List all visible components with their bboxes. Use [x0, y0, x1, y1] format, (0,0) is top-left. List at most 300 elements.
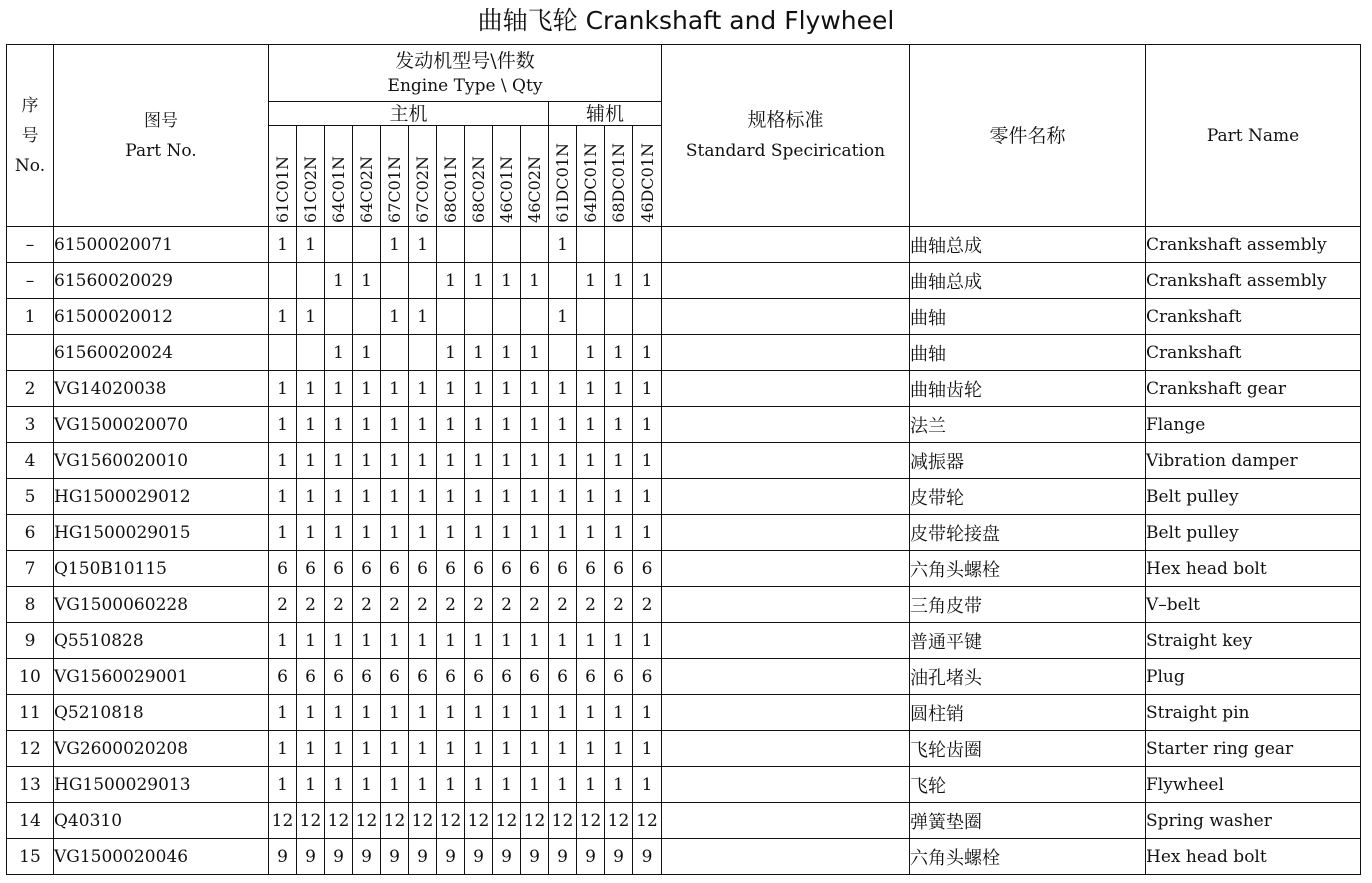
qty-cell: 1: [353, 515, 381, 551]
seq-cell: 3: [7, 407, 54, 443]
engine-type-header-cell: [577, 126, 605, 227]
seq-cell: 1: [7, 299, 54, 335]
engine-type-label: 68C02N: [469, 156, 488, 223]
qty-cell: [297, 335, 325, 371]
qty-cell: 9: [325, 839, 353, 875]
qty-cell: 1: [549, 443, 577, 479]
qty-cell: 1: [633, 695, 662, 731]
qty-cell: 1: [409, 767, 437, 803]
part-name-cn-header: 零件名称: [910, 45, 1146, 227]
page-title: 曲轴飞轮 Crankshaft and Flywheel: [477, 6, 895, 35]
engine-type-header-cell: [633, 126, 662, 227]
qty-cell: 12: [353, 803, 381, 839]
part-name-en-cell: Spring washer: [1146, 803, 1361, 839]
standard-cell: [662, 731, 910, 767]
qty-cell: 1: [633, 623, 662, 659]
qty-cell: 1: [465, 695, 493, 731]
qty-cell: 1: [381, 299, 409, 335]
table-row: [7, 623, 1361, 659]
seq-cell: 5: [7, 479, 54, 515]
qty-cell: 1: [381, 443, 409, 479]
qty-cell: 1: [353, 731, 381, 767]
qty-cell: 6: [269, 659, 297, 695]
part-no-cell: VG14020038: [54, 371, 269, 407]
qty-cell: 1: [297, 695, 325, 731]
seq-cell: [7, 335, 54, 371]
standard-header: [662, 45, 910, 227]
qty-cell: 1: [465, 335, 493, 371]
part-no-cell: Q40310: [54, 803, 269, 839]
part-name-cn-cell: 减振器: [910, 443, 1146, 479]
engine-type-label: 68DC01N: [609, 143, 628, 223]
qty-cell: [493, 299, 521, 335]
qty-cell: 1: [577, 767, 605, 803]
qty-cell: 1: [605, 407, 633, 443]
part-no-cell: 61500020012: [54, 299, 269, 335]
qty-cell: 6: [465, 551, 493, 587]
standard-cell: [662, 587, 910, 623]
qty-cell: 2: [605, 587, 633, 623]
seq-cell: –: [7, 227, 54, 263]
qty-cell: [577, 299, 605, 335]
aux-engine-group-header: 辅机: [549, 102, 662, 126]
qty-cell: 1: [465, 515, 493, 551]
qty-cell: 2: [521, 587, 549, 623]
table-row: [7, 551, 1361, 587]
table-row: [7, 695, 1361, 731]
part-name-cn-cell: 三角皮带: [910, 587, 1146, 623]
qty-cell: 2: [633, 587, 662, 623]
qty-cell: 1: [297, 767, 325, 803]
seq-cell: 6: [7, 515, 54, 551]
qty-cell: 6: [493, 659, 521, 695]
qty-cell: 1: [521, 515, 549, 551]
qty-cell: 6: [605, 551, 633, 587]
qty-cell: 12: [605, 803, 633, 839]
qty-cell: [549, 263, 577, 299]
qty-cell: 1: [353, 335, 381, 371]
standard-cell: [662, 371, 910, 407]
qty-cell: 6: [521, 551, 549, 587]
qty-cell: 1: [409, 623, 437, 659]
seq-cell: 11: [7, 695, 54, 731]
part-name-cn-cell: 曲轴总成: [910, 227, 1146, 263]
table-row: [7, 371, 1361, 407]
qty-cell: [409, 263, 437, 299]
seq-cell: 8: [7, 587, 54, 623]
qty-cell: 1: [465, 731, 493, 767]
engine-type-header-cell: [381, 126, 409, 227]
standard-cell: [662, 335, 910, 371]
qty-cell: [633, 299, 662, 335]
part-name-en-cell: Plug: [1146, 659, 1361, 695]
qty-cell: 1: [605, 335, 633, 371]
qty-cell: 1: [549, 407, 577, 443]
qty-cell: 1: [325, 731, 353, 767]
qty-cell: 1: [549, 227, 577, 263]
qty-cell: 1: [521, 263, 549, 299]
qty-cell: 1: [521, 623, 549, 659]
part-name-en-cell: Flange: [1146, 407, 1361, 443]
qty-cell: 1: [465, 443, 493, 479]
qty-cell: 1: [605, 371, 633, 407]
part-name-en-cell: Crankshaft: [1146, 299, 1361, 335]
part-no-cell: HG1500029012: [54, 479, 269, 515]
qty-cell: 1: [465, 263, 493, 299]
qty-cell: 6: [493, 551, 521, 587]
seq-cell: 7: [7, 551, 54, 587]
qty-cell: 1: [325, 371, 353, 407]
qty-cell: 1: [633, 479, 662, 515]
part-name-cn-cell: 普通平键: [910, 623, 1146, 659]
qty-cell: 6: [521, 659, 549, 695]
qty-cell: 6: [605, 659, 633, 695]
qty-cell: [325, 299, 353, 335]
qty-cell: 1: [605, 263, 633, 299]
standard-header-cn: 规格标准: [747, 109, 824, 131]
seq-cell: 10: [7, 659, 54, 695]
part-name-cn-cell: 皮带轮接盘: [910, 515, 1146, 551]
qty-cell: 1: [437, 479, 465, 515]
seq-cell: –: [7, 263, 54, 299]
engine-type-label: 61C01N: [273, 156, 292, 223]
qty-cell: 1: [409, 695, 437, 731]
part-name-en-cell: Belt pulley: [1146, 479, 1361, 515]
qty-cell: 9: [493, 839, 521, 875]
qty-cell: 1: [437, 515, 465, 551]
qty-cell: 9: [521, 839, 549, 875]
qty-cell: 2: [297, 587, 325, 623]
engine-type-header-cell: [325, 126, 353, 227]
qty-cell: 1: [493, 515, 521, 551]
qty-cell: 1: [437, 371, 465, 407]
qty-cell: 1: [381, 731, 409, 767]
part-no-cell: 61500020071: [54, 227, 269, 263]
table-row: [7, 731, 1361, 767]
qty-cell: 12: [325, 803, 353, 839]
qty-cell: [409, 335, 437, 371]
qty-cell: 1: [437, 263, 465, 299]
qty-cell: 1: [325, 479, 353, 515]
qty-cell: 1: [605, 479, 633, 515]
qty-cell: 9: [605, 839, 633, 875]
seq-cell: 12: [7, 731, 54, 767]
qty-cell: 6: [577, 551, 605, 587]
qty-cell: 1: [269, 443, 297, 479]
part-name-cn-cell: 曲轴: [910, 335, 1146, 371]
qty-cell: 1: [605, 767, 633, 803]
qty-cell: 1: [521, 443, 549, 479]
qty-cell: 6: [325, 551, 353, 587]
part-name-en-cell: Crankshaft assembly: [1146, 227, 1361, 263]
qty-cell: 6: [633, 551, 662, 587]
qty-cell: 2: [325, 587, 353, 623]
qty-cell: 1: [577, 335, 605, 371]
qty-cell: [493, 227, 521, 263]
standard-cell: [662, 263, 910, 299]
part-name-en-cell: Hex head bolt: [1146, 551, 1361, 587]
qty-cell: 1: [549, 299, 577, 335]
qty-cell: [465, 299, 493, 335]
qty-cell: 1: [297, 623, 325, 659]
part-name-cn-cell: 圆柱销: [910, 695, 1146, 731]
qty-cell: 1: [493, 407, 521, 443]
qty-cell: 6: [437, 551, 465, 587]
qty-cell: 1: [353, 623, 381, 659]
qty-cell: 1: [409, 227, 437, 263]
engine-type-label: 64DC01N: [581, 143, 600, 223]
part-name-en-cell: Starter ring gear: [1146, 731, 1361, 767]
qty-cell: 1: [297, 515, 325, 551]
part-no-cell: VG2600020208: [54, 731, 269, 767]
part-no-header-cn: 图号: [144, 110, 178, 131]
qty-cell: 6: [549, 659, 577, 695]
part-no-header: [54, 45, 269, 227]
standard-cell: [662, 443, 910, 479]
table-row: [7, 263, 1361, 299]
qty-cell: 1: [633, 335, 662, 371]
engine-type-header-cell: [549, 126, 577, 227]
qty-cell: 1: [297, 479, 325, 515]
qty-cell: 1: [577, 443, 605, 479]
qty-cell: 1: [493, 479, 521, 515]
table-row: [7, 407, 1361, 443]
qty-cell: 1: [353, 695, 381, 731]
qty-cell: [465, 227, 493, 263]
qty-cell: 1: [437, 623, 465, 659]
qty-cell: 2: [409, 587, 437, 623]
qty-cell: [269, 263, 297, 299]
qty-cell: 1: [437, 407, 465, 443]
qty-cell: 6: [409, 659, 437, 695]
engine-type-label: 64C02N: [357, 156, 376, 223]
qty-cell: 1: [269, 515, 297, 551]
engine-type-label: 46C01N: [497, 156, 516, 223]
part-name-cn-cell: 曲轴总成: [910, 263, 1146, 299]
table-row: [7, 659, 1361, 695]
qty-cell: 1: [633, 263, 662, 299]
qty-cell: 6: [269, 551, 297, 587]
part-no-cell: VG1500060228: [54, 587, 269, 623]
qty-cell: 6: [577, 659, 605, 695]
qty-cell: 1: [605, 695, 633, 731]
qty-cell: 1: [269, 227, 297, 263]
qty-cell: 1: [269, 407, 297, 443]
qty-cell: 9: [353, 839, 381, 875]
qty-cell: 2: [353, 587, 381, 623]
qty-cell: [381, 263, 409, 299]
seq-header: [7, 45, 54, 227]
qty-cell: 1: [325, 767, 353, 803]
part-name-cn-cell: 六角头螺栓: [910, 839, 1146, 875]
part-name-en-cell: Crankshaft gear: [1146, 371, 1361, 407]
engine-type-header-cell: [465, 126, 493, 227]
qty-cell: 9: [465, 839, 493, 875]
qty-cell: 1: [325, 515, 353, 551]
qty-cell: 1: [297, 443, 325, 479]
qty-cell: 1: [605, 515, 633, 551]
qty-cell: 1: [325, 695, 353, 731]
main-engine-group-header: 主机: [269, 102, 549, 126]
qty-cell: 1: [465, 371, 493, 407]
seq-cell: 14: [7, 803, 54, 839]
qty-cell: 12: [577, 803, 605, 839]
part-no-cell: HG1500029013: [54, 767, 269, 803]
qty-cell: 6: [633, 659, 662, 695]
qty-cell: 1: [577, 731, 605, 767]
standard-cell: [662, 551, 910, 587]
qty-cell: 1: [549, 731, 577, 767]
qty-cell: 6: [549, 551, 577, 587]
engine-type-header-cell: [353, 126, 381, 227]
engine-type-header-cell: [493, 126, 521, 227]
qty-cell: 1: [577, 407, 605, 443]
qty-cell: 6: [409, 551, 437, 587]
part-name-cn-cell: 皮带轮: [910, 479, 1146, 515]
qty-cell: 1: [297, 299, 325, 335]
qty-cell: 1: [381, 515, 409, 551]
qty-cell: 12: [549, 803, 577, 839]
qty-cell: 1: [325, 335, 353, 371]
engine-type-header-cell: [297, 126, 325, 227]
qty-cell: 1: [325, 263, 353, 299]
qty-cell: 1: [577, 695, 605, 731]
qty-cell: 1: [381, 767, 409, 803]
table-row: [7, 587, 1361, 623]
qty-cell: 2: [577, 587, 605, 623]
engine-type-header-cell: [521, 126, 549, 227]
part-name-cn-cell: 飞轮齿圈: [910, 731, 1146, 767]
seq-cell: 4: [7, 443, 54, 479]
qty-cell: 1: [549, 767, 577, 803]
qty-cell: [381, 335, 409, 371]
qty-cell: 6: [297, 551, 325, 587]
engine-type-label: 46DC01N: [637, 143, 657, 223]
qty-cell: 1: [493, 695, 521, 731]
qty-cell: [437, 227, 465, 263]
part-name-en-cell: Straight key: [1146, 623, 1361, 659]
engine-type-label: 67C01N: [385, 156, 404, 223]
engine-type-header: [269, 45, 662, 102]
qty-cell: 6: [381, 659, 409, 695]
table-row: [7, 299, 1361, 335]
part-name-en-cell: Hex head bolt: [1146, 839, 1361, 875]
qty-cell: 1: [437, 695, 465, 731]
standard-cell: [662, 767, 910, 803]
standard-cell: [662, 515, 910, 551]
qty-cell: [549, 335, 577, 371]
qty-cell: 1: [549, 623, 577, 659]
qty-cell: 12: [437, 803, 465, 839]
qty-cell: 9: [269, 839, 297, 875]
qty-cell: 1: [633, 731, 662, 767]
qty-cell: 1: [409, 515, 437, 551]
qty-cell: 1: [269, 767, 297, 803]
qty-cell: 1: [409, 371, 437, 407]
qty-cell: 6: [325, 659, 353, 695]
qty-cell: 1: [297, 407, 325, 443]
qty-cell: [605, 227, 633, 263]
seq-cell: 2: [7, 371, 54, 407]
engine-type-label: 67C02N: [413, 156, 432, 223]
standard-header-en: Standard Specirication: [685, 141, 886, 161]
engine-type-header-en: Engine Type \ Qty: [387, 75, 543, 96]
qty-cell: 1: [409, 299, 437, 335]
qty-cell: 12: [633, 803, 662, 839]
engine-type-label: 61DC01N: [553, 143, 572, 223]
part-name-en-cell: Crankshaft assembly: [1146, 263, 1361, 299]
part-no-cell: VG1500020070: [54, 407, 269, 443]
qty-cell: 6: [381, 551, 409, 587]
qty-cell: 1: [465, 479, 493, 515]
table-row: [7, 767, 1361, 803]
qty-cell: [269, 335, 297, 371]
qty-cell: 6: [465, 659, 493, 695]
part-no-cell: HG1500029015: [54, 515, 269, 551]
qty-cell: 1: [353, 479, 381, 515]
part-name-cn-cell: 法兰: [910, 407, 1146, 443]
part-name-cn-cell: 曲轴: [910, 299, 1146, 335]
seq-cell: 13: [7, 767, 54, 803]
qty-cell: 1: [269, 371, 297, 407]
qty-cell: [577, 227, 605, 263]
qty-cell: 1: [493, 623, 521, 659]
part-name-en-cell: V–belt: [1146, 587, 1361, 623]
qty-cell: 12: [381, 803, 409, 839]
qty-cell: 1: [493, 731, 521, 767]
qty-cell: 1: [409, 479, 437, 515]
qty-cell: 1: [381, 479, 409, 515]
qty-cell: 1: [549, 515, 577, 551]
qty-cell: 1: [409, 407, 437, 443]
seq-cell: 15: [7, 839, 54, 875]
qty-cell: 12: [521, 803, 549, 839]
qty-cell: 1: [633, 407, 662, 443]
engine-type-label: 64C01N: [329, 156, 348, 223]
engine-type-label: 68C01N: [441, 156, 460, 223]
part-no-cell: Q5510828: [54, 623, 269, 659]
part-no-cell: VG1560029001: [54, 659, 269, 695]
qty-cell: 6: [437, 659, 465, 695]
qty-cell: 1: [633, 515, 662, 551]
qty-cell: 1: [465, 623, 493, 659]
qty-cell: 1: [353, 407, 381, 443]
standard-cell: [662, 659, 910, 695]
qty-cell: 1: [549, 479, 577, 515]
qty-cell: [353, 227, 381, 263]
qty-cell: 1: [269, 299, 297, 335]
part-name-cn-cell: 六角头螺栓: [910, 551, 1146, 587]
qty-cell: 1: [381, 623, 409, 659]
qty-cell: [521, 227, 549, 263]
qty-cell: 1: [521, 479, 549, 515]
standard-cell: [662, 623, 910, 659]
qty-cell: 1: [493, 767, 521, 803]
engine-type-header-cell: [605, 126, 633, 227]
qty-cell: 12: [409, 803, 437, 839]
qty-cell: 9: [437, 839, 465, 875]
qty-cell: 9: [549, 839, 577, 875]
qty-cell: 2: [269, 587, 297, 623]
table-row: [7, 227, 1361, 263]
table-row: [7, 839, 1361, 875]
engine-type-header-cn: 发动机型号\件数: [395, 49, 535, 72]
qty-cell: 1: [521, 335, 549, 371]
part-name-en-cell: Belt pulley: [1146, 515, 1361, 551]
qty-cell: 1: [381, 695, 409, 731]
engine-type-header-cell: [409, 126, 437, 227]
qty-cell: [521, 299, 549, 335]
